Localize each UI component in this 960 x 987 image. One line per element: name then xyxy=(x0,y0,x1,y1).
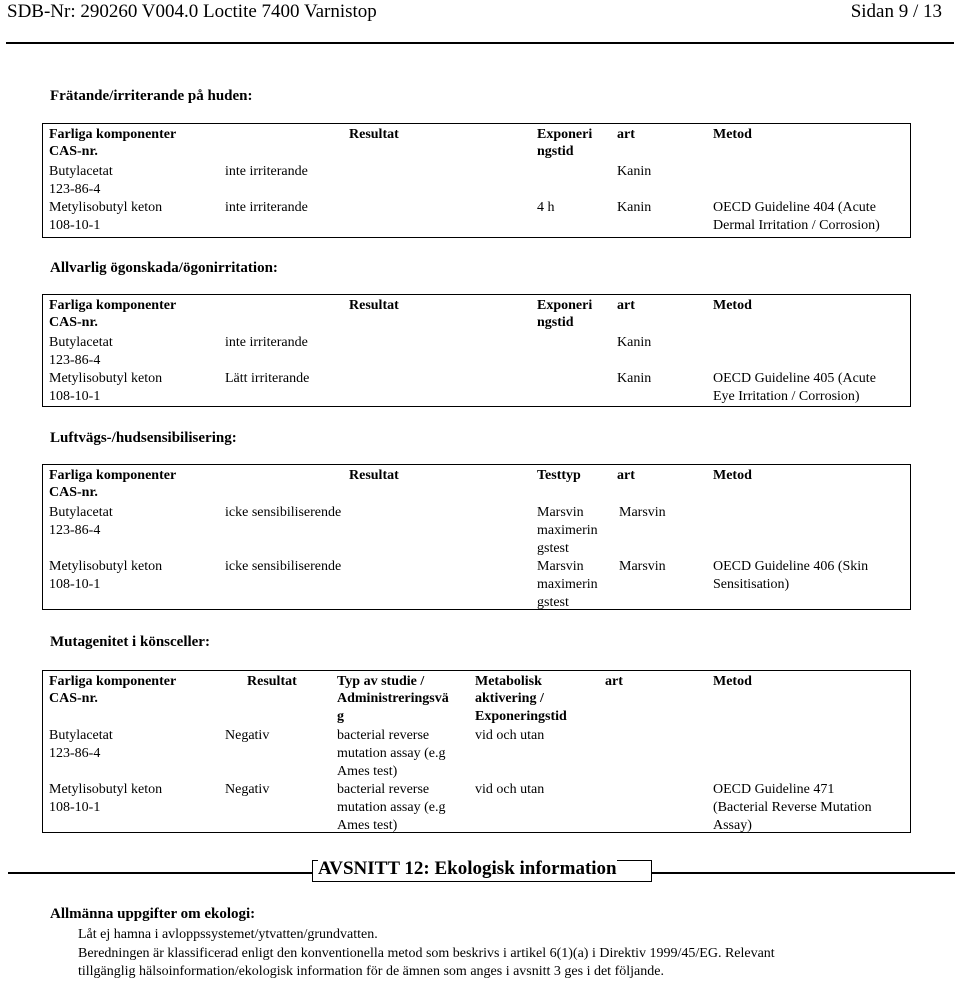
muta-table xyxy=(42,670,911,833)
row-result: Negativ xyxy=(225,728,270,743)
row-name: Butylacetat xyxy=(49,505,113,520)
row-name: Metylisobutyl keton xyxy=(49,559,163,574)
row-art: Kanin xyxy=(617,371,652,386)
row-metod-3: Assay) xyxy=(713,818,752,833)
col-result: Resultat xyxy=(349,468,399,483)
col-metod: Metod xyxy=(713,468,752,483)
col-art: art xyxy=(617,127,635,142)
row-study: bacterial reverse xyxy=(337,728,430,743)
col-art: art xyxy=(617,468,635,483)
row-result: icke sensibiliserende xyxy=(225,505,342,520)
row-metabolic: vid och utan xyxy=(475,782,545,797)
ecology-line-3: tillgänglig hälsoinformation/ekologisk information för de ämnen som anges i avsnitt 3 ges i det följande. xyxy=(78,964,664,979)
row-result: Lätt irriterande xyxy=(225,371,310,386)
row-metod-2: (Bacterial Reverse Mutation xyxy=(713,800,872,815)
row-cas: 123-86-4 xyxy=(49,746,101,761)
page-header xyxy=(0,0,960,26)
sens-table xyxy=(42,464,911,610)
col-exposure-2: ngstid xyxy=(537,315,574,330)
document-id: SDB-Nr: 290260 V004.0 Loctite 7400 Varnistop xyxy=(7,1,377,22)
row-name: Butylacetat xyxy=(49,728,113,743)
col-art: art xyxy=(617,298,635,313)
col-exposure: Exponeri xyxy=(537,298,593,313)
eye-heading: Allvarlig ögonskada/ögonirritation: xyxy=(50,260,278,276)
col-exposure: Exponeri xyxy=(537,127,593,142)
col-exposure-2: ngstid xyxy=(537,144,574,159)
section-12-title: AVSNITT 12: Ekologisk information xyxy=(318,858,617,879)
row-result: inte irriterande xyxy=(225,335,308,350)
row-study-2: mutation assay (e.g xyxy=(337,746,446,761)
row-metod: OECD Guideline 405 (Acute xyxy=(713,371,876,386)
skin-table xyxy=(42,123,911,238)
row-testtype-3: gstest xyxy=(537,541,569,556)
col-result: Resultat xyxy=(349,298,399,313)
row-testtype: Marsvin xyxy=(537,505,584,520)
row-cas: 123-86-4 xyxy=(49,182,101,197)
ecology-line-1: Låt ej hamna i avloppssystemet/ytvatten/grundvatten. xyxy=(78,927,378,942)
row-cas: 108-10-1 xyxy=(49,577,101,592)
row-cas: 108-10-1 xyxy=(49,800,101,815)
row-name: Metylisobutyl keton xyxy=(49,200,163,215)
row-testtype: Marsvin xyxy=(537,559,584,574)
row-art: Marsvin xyxy=(619,505,666,520)
row-metod-2: Eye Irritation / Corrosion) xyxy=(713,389,860,404)
col-components: Farliga komponenter xyxy=(49,127,177,142)
col-study-type-2: Administreringsvä xyxy=(337,691,449,706)
row-name: Butylacetat xyxy=(49,164,113,179)
row-study-3: Ames test) xyxy=(337,764,398,779)
col-cas: CAS-nr. xyxy=(49,691,98,706)
row-result: inte irriterande xyxy=(225,200,308,215)
col-components: Farliga komponenter xyxy=(49,674,177,689)
row-result: inte irriterande xyxy=(225,164,308,179)
row-metod-2: Sensitisation) xyxy=(713,577,790,592)
section-12-banner xyxy=(8,860,955,882)
row-testtype-2: maximerin xyxy=(537,523,598,538)
col-result: Resultat xyxy=(247,674,297,689)
eye-table xyxy=(42,294,911,407)
row-cas: 108-10-1 xyxy=(49,218,101,233)
col-metod: Metod xyxy=(713,298,752,313)
row-study-3: Ames test) xyxy=(337,818,398,833)
col-metabolic-3: Exponeringstid xyxy=(475,709,567,724)
row-cas: 123-86-4 xyxy=(49,523,101,538)
row-testtype-3: gstest xyxy=(537,595,569,610)
ecology-subheading: Allmänna uppgifter om ekologi: xyxy=(50,906,256,922)
row-art: Kanin xyxy=(617,164,652,179)
row-result: icke sensibiliserende xyxy=(225,559,342,574)
row-study: bacterial reverse xyxy=(337,782,430,797)
row-result: Negativ xyxy=(225,782,270,797)
sens-heading: Luftvägs-/hudsensibilisering: xyxy=(50,430,237,446)
row-exposure: 4 h xyxy=(537,200,555,215)
row-metod: OECD Guideline 406 (Skin xyxy=(713,559,869,574)
row-metod: OECD Guideline 404 (Acute xyxy=(713,200,876,215)
page-number: Sidan 9 / 13 xyxy=(850,1,942,22)
col-study-type: Typ av studie / xyxy=(337,674,425,689)
col-cas: CAS-nr. xyxy=(49,485,98,500)
row-cas: 123-86-4 xyxy=(49,353,101,368)
col-metod: Metod xyxy=(713,674,752,689)
row-art: Marsvin xyxy=(619,559,666,574)
muta-heading: Mutagenitet i könsceller: xyxy=(50,634,210,650)
col-art: art xyxy=(605,674,623,689)
col-metabolic-2: aktivering / xyxy=(475,691,544,706)
row-name: Metylisobutyl keton xyxy=(49,782,163,797)
col-metabolic: Metabolisk xyxy=(475,674,542,689)
col-components: Farliga komponenter xyxy=(49,468,177,483)
col-study-type-3: g xyxy=(337,709,344,724)
header-rule xyxy=(6,42,954,44)
row-art: Kanin xyxy=(617,335,652,350)
skin-heading: Frätande/irriterande på huden: xyxy=(50,88,253,104)
ecology-line-2: Beredningen är klassificerad enligt den konventionella metod som beskrivs i artikel 6(1)(a) i Direktiv 1999/45/EG. Relevant xyxy=(78,946,775,961)
row-name: Butylacetat xyxy=(49,335,113,350)
row-testtype-2: maximerin xyxy=(537,577,598,592)
col-cas: CAS-nr. xyxy=(49,144,98,159)
col-result: Resultat xyxy=(349,127,399,142)
row-study-2: mutation assay (e.g xyxy=(337,800,446,815)
col-testtype: Testtyp xyxy=(537,468,581,483)
row-art: Kanin xyxy=(617,200,652,215)
row-metabolic: vid och utan xyxy=(475,728,545,743)
col-components: Farliga komponenter xyxy=(49,298,177,313)
row-metod-2: Dermal Irritation / Corrosion) xyxy=(713,218,880,233)
col-metod: Metod xyxy=(713,127,752,142)
col-cas: CAS-nr. xyxy=(49,315,98,330)
row-name: Metylisobutyl keton xyxy=(49,371,163,386)
row-metod: OECD Guideline 471 xyxy=(713,782,835,797)
row-cas: 108-10-1 xyxy=(49,389,101,404)
